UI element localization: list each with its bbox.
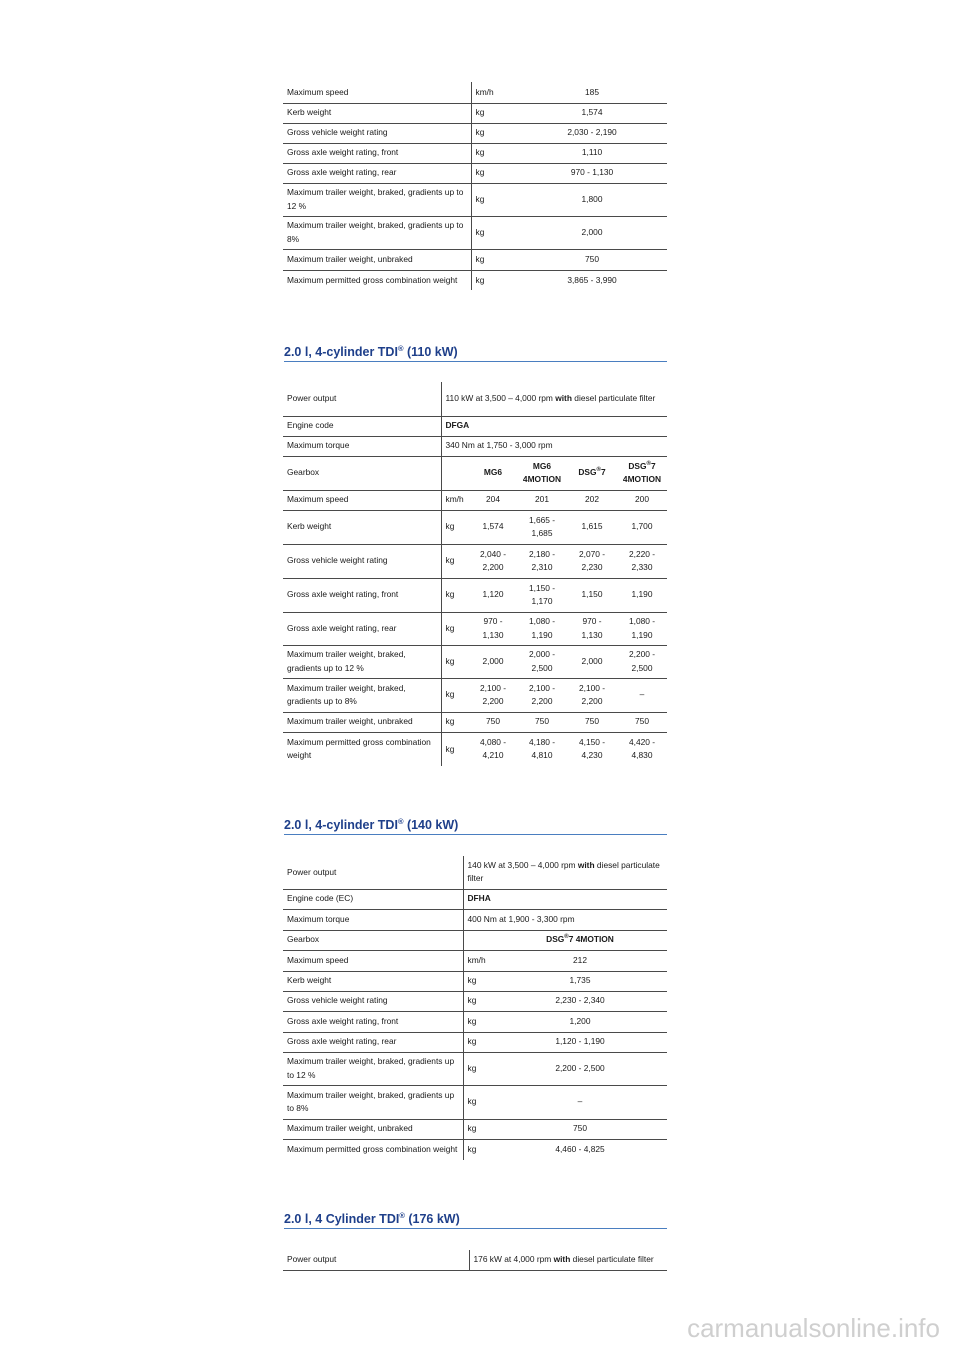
registered-mark: ® bbox=[397, 817, 404, 826]
gearbox-header: MG6 4MOTION bbox=[517, 456, 567, 490]
heading-text: 2.0 l, 4 Cylinder TDI bbox=[284, 1212, 400, 1227]
table-row bbox=[283, 270, 667, 290]
row-unit: km/h bbox=[471, 82, 517, 103]
table-row bbox=[283, 436, 667, 456]
table-row bbox=[283, 382, 667, 416]
table-row: Maximum trailer weight, braked, gradients up to 12 % kg 2,200 - 2,500 bbox=[283, 1052, 667, 1085]
row-value: 750 bbox=[517, 249, 667, 270]
row-label: Maximum trailer weight, braked, gradients up to 8% bbox=[283, 216, 471, 249]
power-output-value: 176 kW at 4,000 rpm with diesel particulate filter bbox=[469, 1250, 667, 1270]
table-row: Kerb weight kg 1,735 bbox=[283, 971, 667, 991]
power-output-value: 110 kW at 3,500 – 4,000 rpm with diesel particulate filter bbox=[441, 382, 667, 416]
row-label: Engine code (EC) bbox=[283, 889, 463, 909]
table-row: Maximum trailer weight, braked, gradients up to 8% kg – bbox=[283, 1085, 667, 1119]
table-row bbox=[283, 456, 667, 490]
heading-power: (140 kW) bbox=[403, 818, 459, 833]
row-label: Maximum torque bbox=[283, 909, 463, 930]
row-label: Gearbox bbox=[283, 456, 441, 490]
row-label: Engine code bbox=[283, 416, 441, 436]
table-row: Maximum speed km/h 212 bbox=[283, 950, 667, 971]
row-label: Maximum permitted gross combination weight bbox=[287, 274, 458, 285]
gearbox-header: DSG®7 4MOTION bbox=[617, 456, 667, 490]
section-heading-176kw bbox=[284, 1211, 667, 1229]
table-row: Gross axle weight rating, front kg 1,120 1,150 - 1,170 1,150 1,190 bbox=[283, 578, 667, 612]
table-row bbox=[283, 856, 667, 889]
heading-text: 2.0 l, 4-cylinder TDI bbox=[284, 818, 398, 833]
engine-code-value: DFGA bbox=[441, 416, 667, 436]
gearbox-header: DSG®7 bbox=[567, 456, 617, 490]
table-row bbox=[283, 909, 667, 930]
table-row bbox=[283, 163, 667, 183]
row-unit: kg bbox=[471, 183, 517, 216]
row-unit: kg bbox=[471, 123, 517, 143]
row-label: Maximum trailer weight, unbraked bbox=[283, 249, 471, 270]
table-row: Gross axle weight rating, rear kg 970 - 1,130 1,080 - 1,190 970 - 1,130 1,080 - 1,190 bbox=[283, 612, 667, 645]
table-row bbox=[283, 930, 667, 950]
row-value: 970 - 1,130 bbox=[517, 163, 667, 183]
table-row: Maximum trailer weight, braked, gradients up to 12 % kg 2,000 2,000 - 2,500 2,000 2,200 - 2,500 bbox=[283, 645, 667, 678]
row-label: Gross axle weight rating, front bbox=[283, 143, 471, 163]
table-row: Kerb weight kg 1,574 1,665 - 1,685 1,615 1,700 bbox=[283, 510, 667, 544]
row-unit: kg bbox=[471, 249, 517, 270]
heading-power: (110 kW) bbox=[403, 345, 458, 360]
table-row: Gross axle weight rating, rear kg 1,120 - 1,190 bbox=[283, 1032, 667, 1052]
row-value: 1,110 bbox=[517, 143, 667, 163]
table-row bbox=[283, 123, 667, 143]
row-value: 1,574 bbox=[517, 103, 667, 123]
table-row: Maximum speed km/h 204 201 202 200 bbox=[283, 490, 667, 510]
engine-code-value: DFHA bbox=[463, 889, 667, 909]
row-label: Power output bbox=[283, 382, 441, 416]
section-heading-110kw bbox=[284, 344, 667, 362]
row-label: Power output bbox=[283, 856, 463, 889]
spec-table-1 bbox=[283, 82, 667, 290]
torque-value: 400 Nm at 1,900 - 3,300 rpm bbox=[463, 909, 667, 930]
table-row bbox=[283, 143, 667, 163]
row-label: Maximum torque bbox=[283, 436, 441, 456]
table-row bbox=[283, 889, 667, 909]
registered-mark: ® bbox=[399, 1211, 405, 1220]
row-value: 185 bbox=[517, 82, 667, 103]
row-unit: kg bbox=[471, 163, 517, 183]
table-row: Maximum trailer weight, unbraked kg 750 bbox=[283, 1119, 667, 1139]
table-row: Gross vehicle weight rating kg 2,040 - 2,200 2,180 - 2,310 2,070 - 2,230 2,220 - 2,330 bbox=[283, 544, 667, 578]
table-row bbox=[283, 82, 667, 103]
row-unit: kg bbox=[471, 143, 517, 163]
table-row: Gross vehicle weight rating kg 2,230 - 2,340 bbox=[283, 991, 667, 1011]
table-row: Maximum permitted gross combination weight kg 4,460 - 4,825 bbox=[283, 1139, 667, 1160]
row-value: 2,000 bbox=[517, 216, 667, 249]
row-label: Maximum trailer weight, braked, gradients up to 12 % bbox=[283, 183, 471, 216]
row-unit: kg bbox=[471, 270, 517, 290]
gearbox-header: MG6 bbox=[469, 456, 517, 490]
table-row bbox=[283, 1250, 667, 1270]
heading-text: 2.0 l, 4-cylinder TDI bbox=[284, 345, 398, 360]
spec-table-176kw bbox=[283, 1250, 667, 1271]
row-value: 3,865 - 3,990 bbox=[567, 274, 617, 285]
table-row bbox=[283, 216, 667, 249]
registered-mark: ® bbox=[397, 344, 404, 353]
site-watermark: carmanualsonline.info bbox=[687, 1313, 940, 1343]
table-row bbox=[283, 249, 667, 270]
row-label: Maximum speed bbox=[283, 82, 471, 103]
row-unit: kg bbox=[471, 216, 517, 249]
table-row bbox=[283, 103, 667, 123]
table-row bbox=[283, 183, 667, 216]
heading-power: (176 kW) bbox=[404, 1212, 460, 1227]
row-label: Gearbox bbox=[283, 930, 463, 950]
row-value: 1,800 bbox=[517, 183, 667, 216]
torque-value: 340 Nm at 1,750 - 3,000 rpm bbox=[441, 436, 667, 456]
section-heading-140kw bbox=[284, 817, 667, 835]
row-value: 2,030 - 2,190 bbox=[517, 123, 667, 143]
table-row bbox=[283, 416, 667, 436]
row-label: Power output bbox=[283, 1250, 469, 1270]
row-label: Gross axle weight rating, rear bbox=[283, 163, 471, 183]
table-row: Maximum trailer weight, unbraked kg 750 750 750 750 bbox=[283, 712, 667, 732]
table-row: Maximum trailer weight, braked, gradients up to 8% kg 2,100 - 2,200 2,100 - 2,200 2,100 - 2,200 – bbox=[283, 678, 667, 712]
spec-table-140kw bbox=[283, 856, 667, 1160]
table-row: Gross axle weight rating, front kg 1,200 bbox=[283, 1011, 667, 1032]
row-unit: kg bbox=[471, 103, 517, 123]
row-label: Kerb weight bbox=[283, 103, 471, 123]
row-label: Gross vehicle weight rating bbox=[283, 123, 471, 143]
gearbox-header: DSG®7 4MOTION bbox=[493, 930, 667, 950]
power-output-value: 140 kW at 3,500 – 4,000 rpm with diesel particulate filter bbox=[463, 856, 667, 889]
table-row: Maximum permitted gross combination weight kg 4,080 - 4,210 4,180 - 4,810 4,150 - 4,230 4,420 - 4,830 bbox=[283, 732, 667, 766]
spec-table-110kw bbox=[283, 382, 667, 766]
